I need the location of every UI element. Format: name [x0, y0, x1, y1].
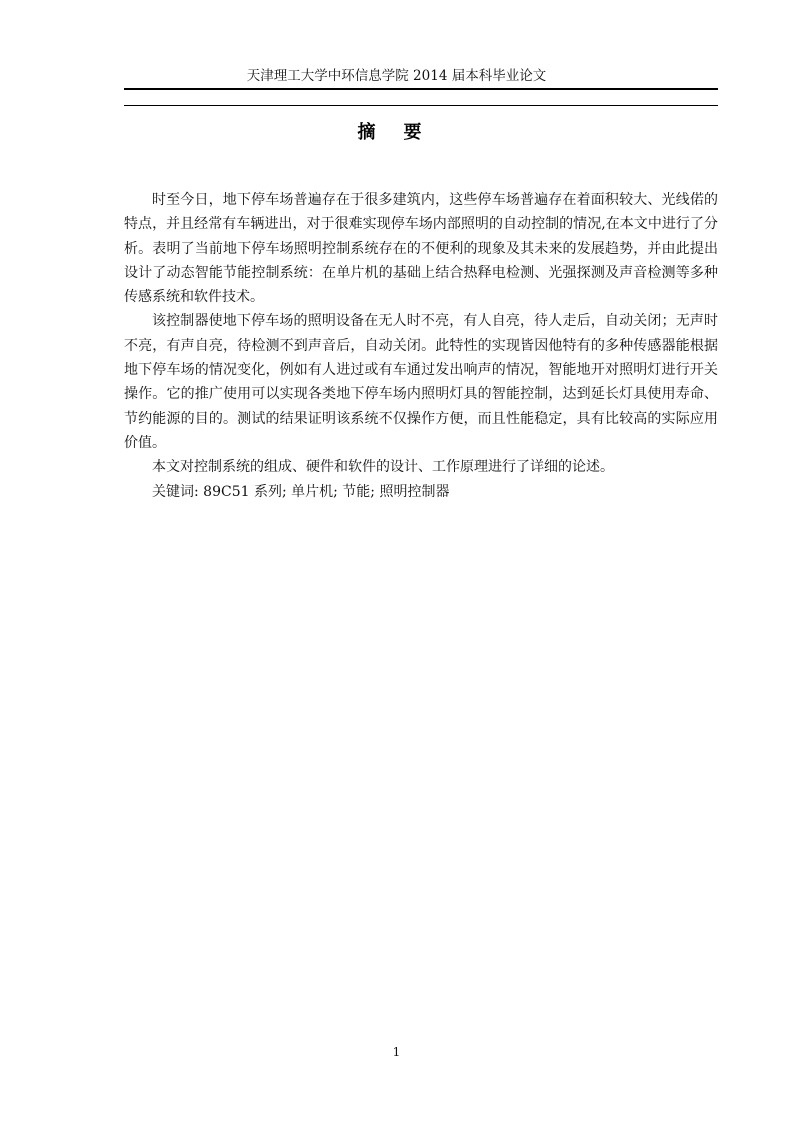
- abstract-paragraph: 本文对控制系统的组成、硬件和软件的设计、工作原理进行了详细的论述。: [152, 459, 614, 476]
- keywords-line: 关键词: 89C51 系列; 单片机; 节能; 照明控制器: [152, 483, 450, 500]
- abstract-body: [124, 188, 718, 504]
- abstract-title: 摘要: [357, 122, 450, 143]
- running-header: 天津理工大学中环信息学院 2014 届本科毕业论文: [246, 68, 547, 84]
- header-rule-thick: [124, 88, 718, 90]
- abstract-paragraph: 该控制器使地下停车场的照明设备在无人时不亮，有人自亮，待人走后，自动关闭；无声时不亮，有声自亮，待检测不到声音后，自动关闭。此特性的实现皆因他特有的多种传感器能根据地下停车场的情况变化，例如有人进过或有车通过发出响声的情况，智能地开对照明灯进行开关操作。它的推广使用可以实现各类地下停车场内照明灯具的智能控制，达到延长灯具使用寿命、节约能源的目的。测试的结果证明该系统不仅操作方便，而且性能稳定，具有比较高的实际应用价值。: [124, 313, 718, 451]
- header-rule-thin: [124, 105, 718, 106]
- abstract-paragraph: 时至今日，地下停车场普遍存在于很多建筑内，这些停车场普遍存在着面积较大、光线偌的特点，并且经常有车辆进出，对于很难实现停车场内部照明的自动控制的情况,在本文中进行了分析。表明了当前地下停车场照明控制系统存在的不便利的现象及其未来的发展趋势，并由此提出设计了动态智能节能控制系统：在单片机的基础上结合热释电检测、光强探测及声音检测等多种传感系统和软件技术。: [124, 192, 718, 306]
- page-number: 1: [392, 1045, 401, 1059]
